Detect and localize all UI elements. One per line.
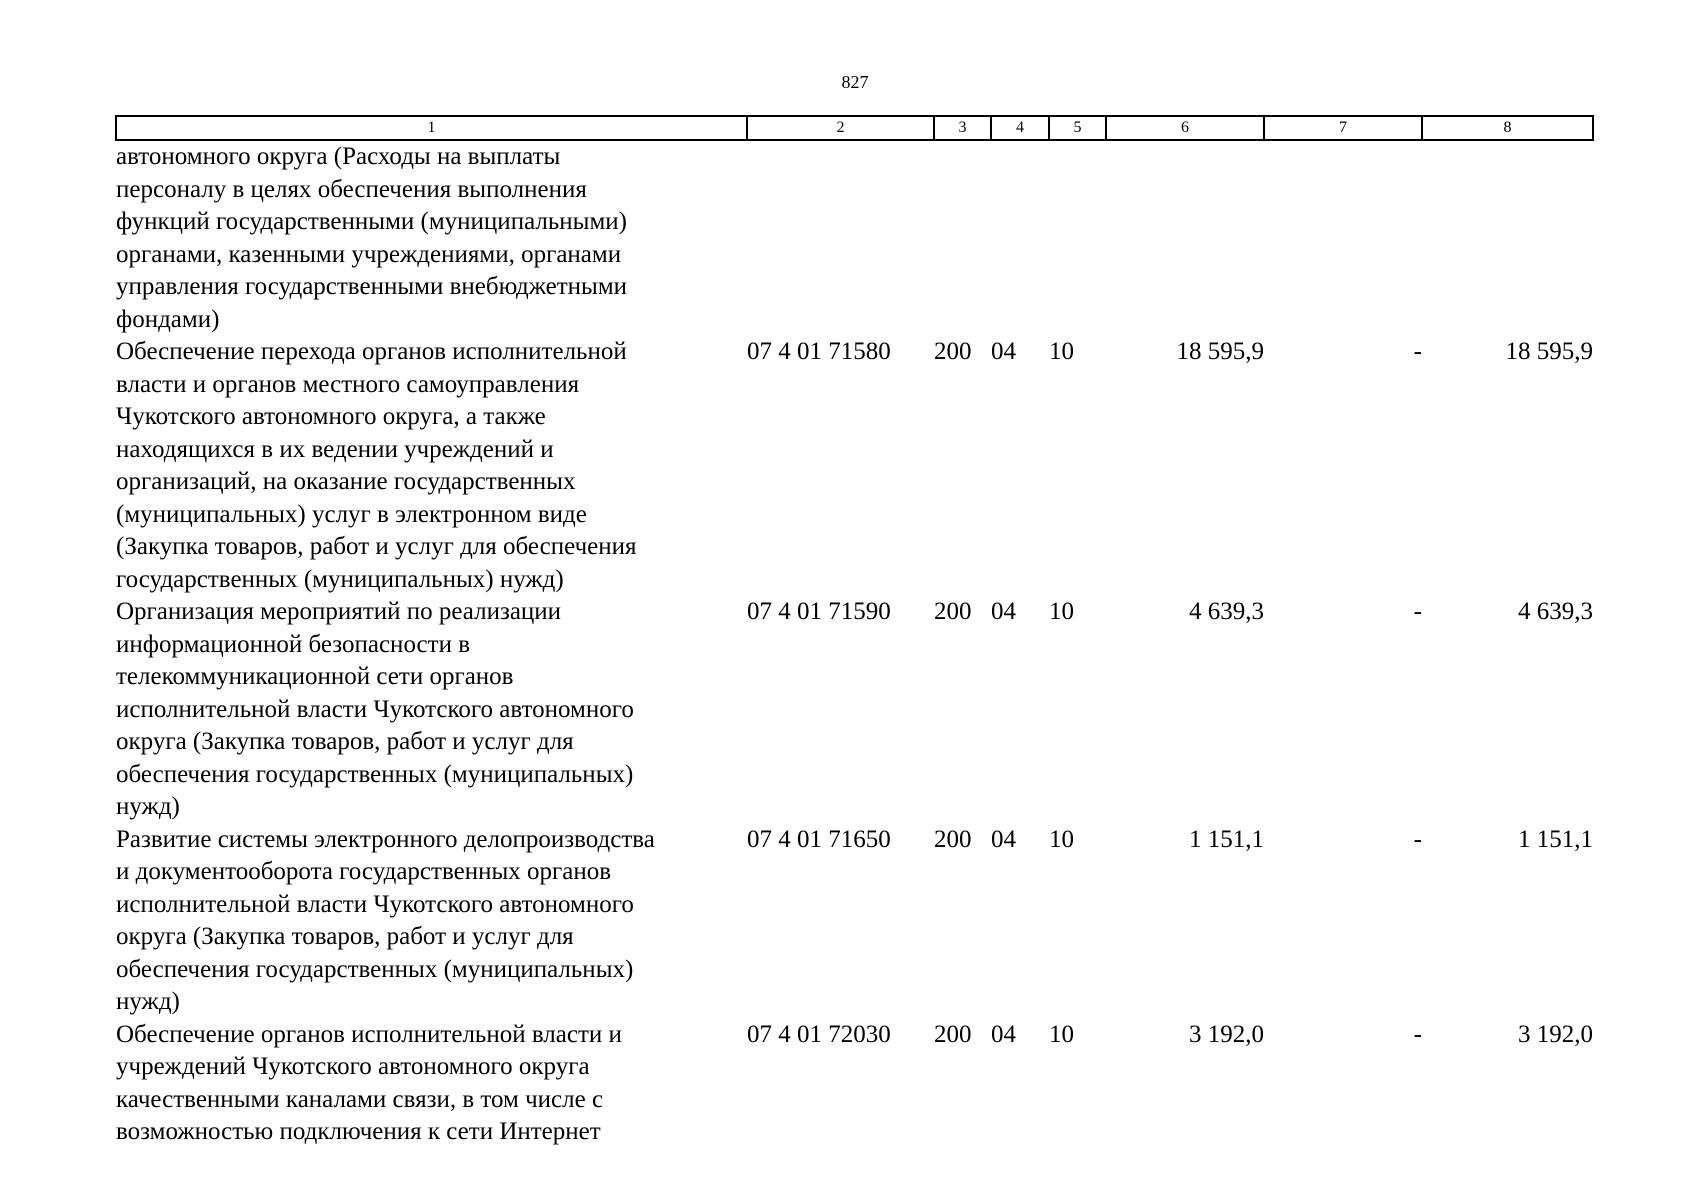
row-amount-col7: - xyxy=(1413,598,1422,625)
table-row xyxy=(116,824,1593,1019)
row-section: 04 xyxy=(991,825,1016,853)
row-amount-col7: - xyxy=(1413,1020,1422,1048)
row-section xyxy=(991,140,1049,336)
row-description: автономного округа (Расходы на выплаты персоналу в целях обеспечения выполнения функций государственными (муниципальными) органами, казенными учреждениями, органами управления государственными внебюджетными фондами) xyxy=(116,143,628,333)
table-row xyxy=(116,596,1593,824)
row-subsection xyxy=(1049,140,1106,336)
column-header-6: 6 xyxy=(1106,116,1264,140)
row-target-code: 07 4 01 72030 xyxy=(747,1020,891,1048)
row-subsection: 10 xyxy=(1049,825,1074,853)
row-amount-col7: - xyxy=(1413,825,1422,853)
column-header-8: 8 xyxy=(1422,116,1593,140)
budget-table xyxy=(115,115,1594,1149)
row-target-code: 07 4 01 71580 xyxy=(747,338,891,365)
row-amount-col8: 4 639,3 xyxy=(1518,598,1593,625)
row-amount-col8 xyxy=(1422,140,1593,336)
row-expense-type: 200 xyxy=(934,825,972,853)
row-amount-total xyxy=(1106,140,1264,336)
table-row xyxy=(116,140,1593,336)
row-section: 04 xyxy=(991,1020,1016,1048)
row-section: 04 xyxy=(991,338,1016,365)
row-amount-col8: 1 151,1 xyxy=(1518,825,1593,853)
table-row xyxy=(116,336,1593,596)
row-target-code: 07 4 01 71650 xyxy=(747,825,891,853)
row-target-code xyxy=(747,140,934,336)
page-number: 827 xyxy=(841,72,869,92)
row-expense-type: 200 xyxy=(934,598,972,625)
column-number-row xyxy=(116,116,1593,140)
row-amount-col8: 3 192,0 xyxy=(1518,1020,1593,1048)
column-header-7: 7 xyxy=(1264,116,1422,140)
row-amount-total: 1 151,1 xyxy=(1189,825,1264,853)
row-expense-type: 200 xyxy=(934,1020,972,1048)
row-target-code: 07 4 01 71590 xyxy=(747,598,891,625)
row-description: Обеспечение перехода органов исполнительной власти и органов местного самоуправления Чукотского автономного округа, а также находящихся в их ведении учреждений и организаций, на оказание государственных (муниципальных) услуг в электронном виде (Закупка товаров, работ и услуг для обеспечения государственных (муниципальных) нужд) xyxy=(116,338,637,593)
row-expense-type xyxy=(934,140,991,336)
column-header-3: 3 xyxy=(934,116,991,140)
row-amount-col7 xyxy=(1264,140,1422,336)
row-amount-total: 3 192,0 xyxy=(1189,1020,1264,1048)
row-description: Развитие системы электронного делопроизводства и документооборота государственных органов исполнительной власти Чукотского автономного округа (Закупка товаров, работ и услуг для обеспечения государственных (муниципальных) нужд) xyxy=(116,825,655,1015)
column-header-4: 4 xyxy=(991,116,1049,140)
row-amount-col8: 18 595,9 xyxy=(1505,338,1593,365)
table-row xyxy=(116,1019,1593,1149)
row-subsection: 10 xyxy=(1049,598,1074,625)
row-amount-total: 18 595,9 xyxy=(1176,338,1264,365)
row-description: Организация мероприятий по реализации информационной безопасности в телекоммуникационной сети органов исполнительной власти Чукотского автономного округа (Закупка товаров, работ и услуг для обеспечения государственных (муниципальных) нужд) xyxy=(116,598,634,820)
column-header-2: 2 xyxy=(747,116,934,140)
row-subsection: 10 xyxy=(1049,338,1074,365)
row-amount-total: 4 639,3 xyxy=(1189,598,1264,625)
column-header-1: 1 xyxy=(116,116,747,140)
row-subsection: 10 xyxy=(1049,1020,1074,1048)
row-section: 04 xyxy=(991,598,1016,625)
column-header-5: 5 xyxy=(1049,116,1106,140)
row-amount-col7: - xyxy=(1413,338,1422,365)
row-expense-type: 200 xyxy=(934,338,972,365)
row-description: Обеспечение органов исполнительной власти и учреждений Чукотского автономного округа качественными каналами связи, в том числе с возможностью подключения к сети Интернет xyxy=(116,1020,622,1145)
